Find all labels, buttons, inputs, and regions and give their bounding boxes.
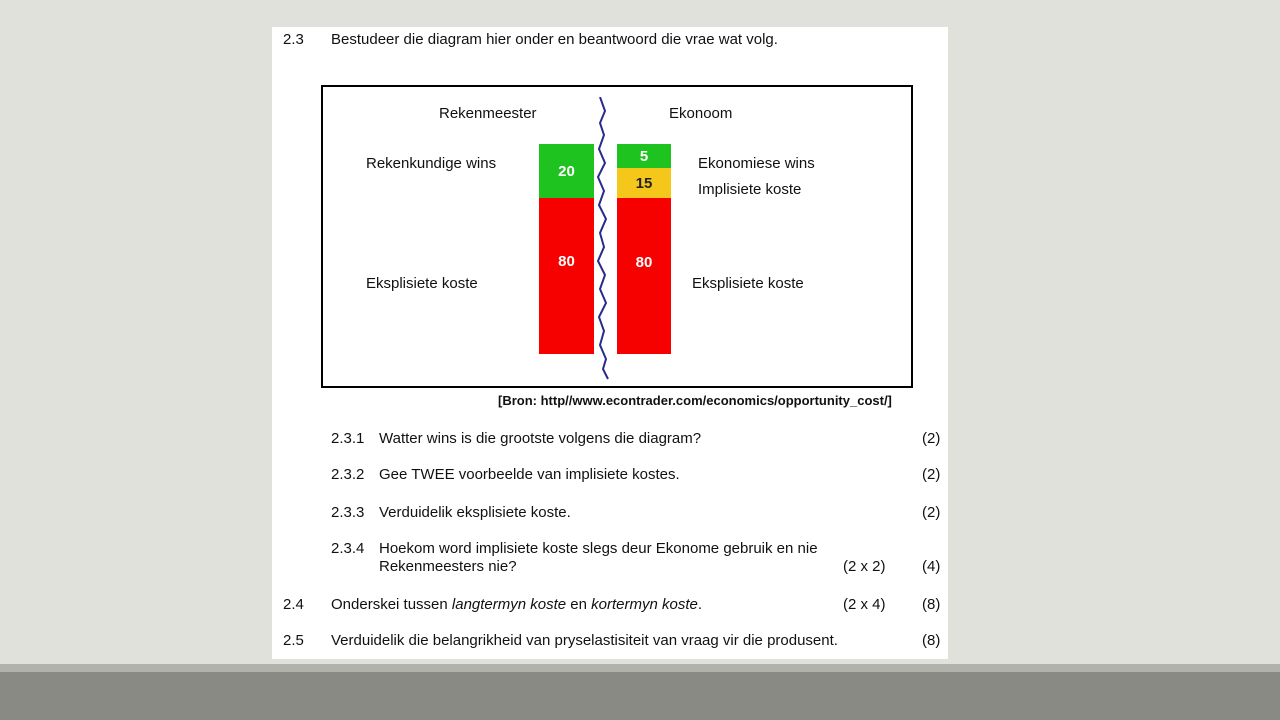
question-2-3-4-marks: (4) xyxy=(922,558,941,575)
jagged-divider xyxy=(591,97,621,382)
question-2-3-4-text-line2: Rekenmeesters nie? xyxy=(379,558,517,575)
question-2-4-suffix: . xyxy=(697,596,703,613)
implicit-cost-label: Implisiete koste xyxy=(698,181,802,198)
question-2-5-text: Verduidelik die belangrikheid van pryselastisiteit van vraag vir die produsent. xyxy=(331,632,838,649)
implicit-cost-segment xyxy=(617,168,671,198)
accounting-profit-value: 20 xyxy=(558,162,575,180)
source-citation: [Bron: http//www.econtrader.com/economics/opportunity_cost/] xyxy=(498,393,892,408)
right-explicit-cost-segment xyxy=(617,198,671,354)
left-explicit-cost-label: Eksplisiete koste xyxy=(366,275,478,292)
question-2-4-marks: (8) xyxy=(922,596,941,613)
accounting-profit-label: Rekenkundige wins xyxy=(366,155,497,172)
economic-profit-value: 5 xyxy=(639,147,649,165)
economist-heading: Ekonoom xyxy=(669,105,733,122)
question-2-3-3-text: Verduidelik eksplisiete koste. xyxy=(379,504,571,521)
question-2-4-text xyxy=(331,596,702,614)
bottom-bar xyxy=(0,664,1280,720)
economic-profit-label: Ekonomiese wins xyxy=(698,155,815,172)
question-number-2-3: 2.3 xyxy=(283,31,304,48)
short-run-cost-term: kortermyn koste xyxy=(591,596,698,613)
question-number-2-3-1: 2.3.1 xyxy=(331,430,365,447)
question-2-4-mid: en xyxy=(566,596,592,613)
question-number-2-3-2: 2.3.2 xyxy=(331,466,365,483)
question-2-4-sub-marks: (2 x 4) xyxy=(843,596,886,613)
left-explicit-cost-value: 80 xyxy=(558,253,575,270)
question-number-2-5: 2.5 xyxy=(283,632,304,649)
question-2-3-2-marks: (2) xyxy=(922,466,941,483)
right-explicit-cost-label: Eksplisiete koste xyxy=(692,275,804,292)
question-2-3-2-text: Gee TWEE voorbeelde van implisiete kostes. xyxy=(379,466,680,483)
question-number-2-3-4: 2.3.4 xyxy=(331,540,365,557)
implicit-cost-value: 15 xyxy=(635,174,653,192)
long-run-cost-term: langtermyn koste xyxy=(451,596,567,613)
question-2-4-prefix: Onderskei tussen xyxy=(331,596,452,613)
cost-diagram xyxy=(321,85,913,388)
question-2-3-3-marks: (2) xyxy=(922,504,941,521)
question-2-3-1-marks: (2) xyxy=(922,430,941,447)
question-number-2-4: 2.4 xyxy=(283,596,304,613)
question-2-3-4-text-line1: Hoekom word implisiete koste slegs deur Ekonome gebruik en nie xyxy=(379,540,818,557)
question-2-3-1-text: Watter wins is die grootste volgens die diagram? xyxy=(379,430,702,447)
question-2-5-marks: (8) xyxy=(922,632,941,649)
document-page xyxy=(272,27,948,659)
question-number-2-3-3: 2.3.3 xyxy=(331,504,365,521)
right-explicit-cost-value: 80 xyxy=(635,254,653,271)
left-explicit-cost-segment xyxy=(539,198,594,354)
accountant-heading: Rekenmeester xyxy=(439,105,537,122)
question-2-3-instruction: Bestudeer die diagram hier onder en beantwoord die vrae wat volg. xyxy=(331,31,778,48)
question-2-3-4-sub-marks: (2 x 2) xyxy=(843,558,886,575)
economic-profit-segment xyxy=(617,144,671,168)
accounting-profit-segment xyxy=(539,144,594,198)
